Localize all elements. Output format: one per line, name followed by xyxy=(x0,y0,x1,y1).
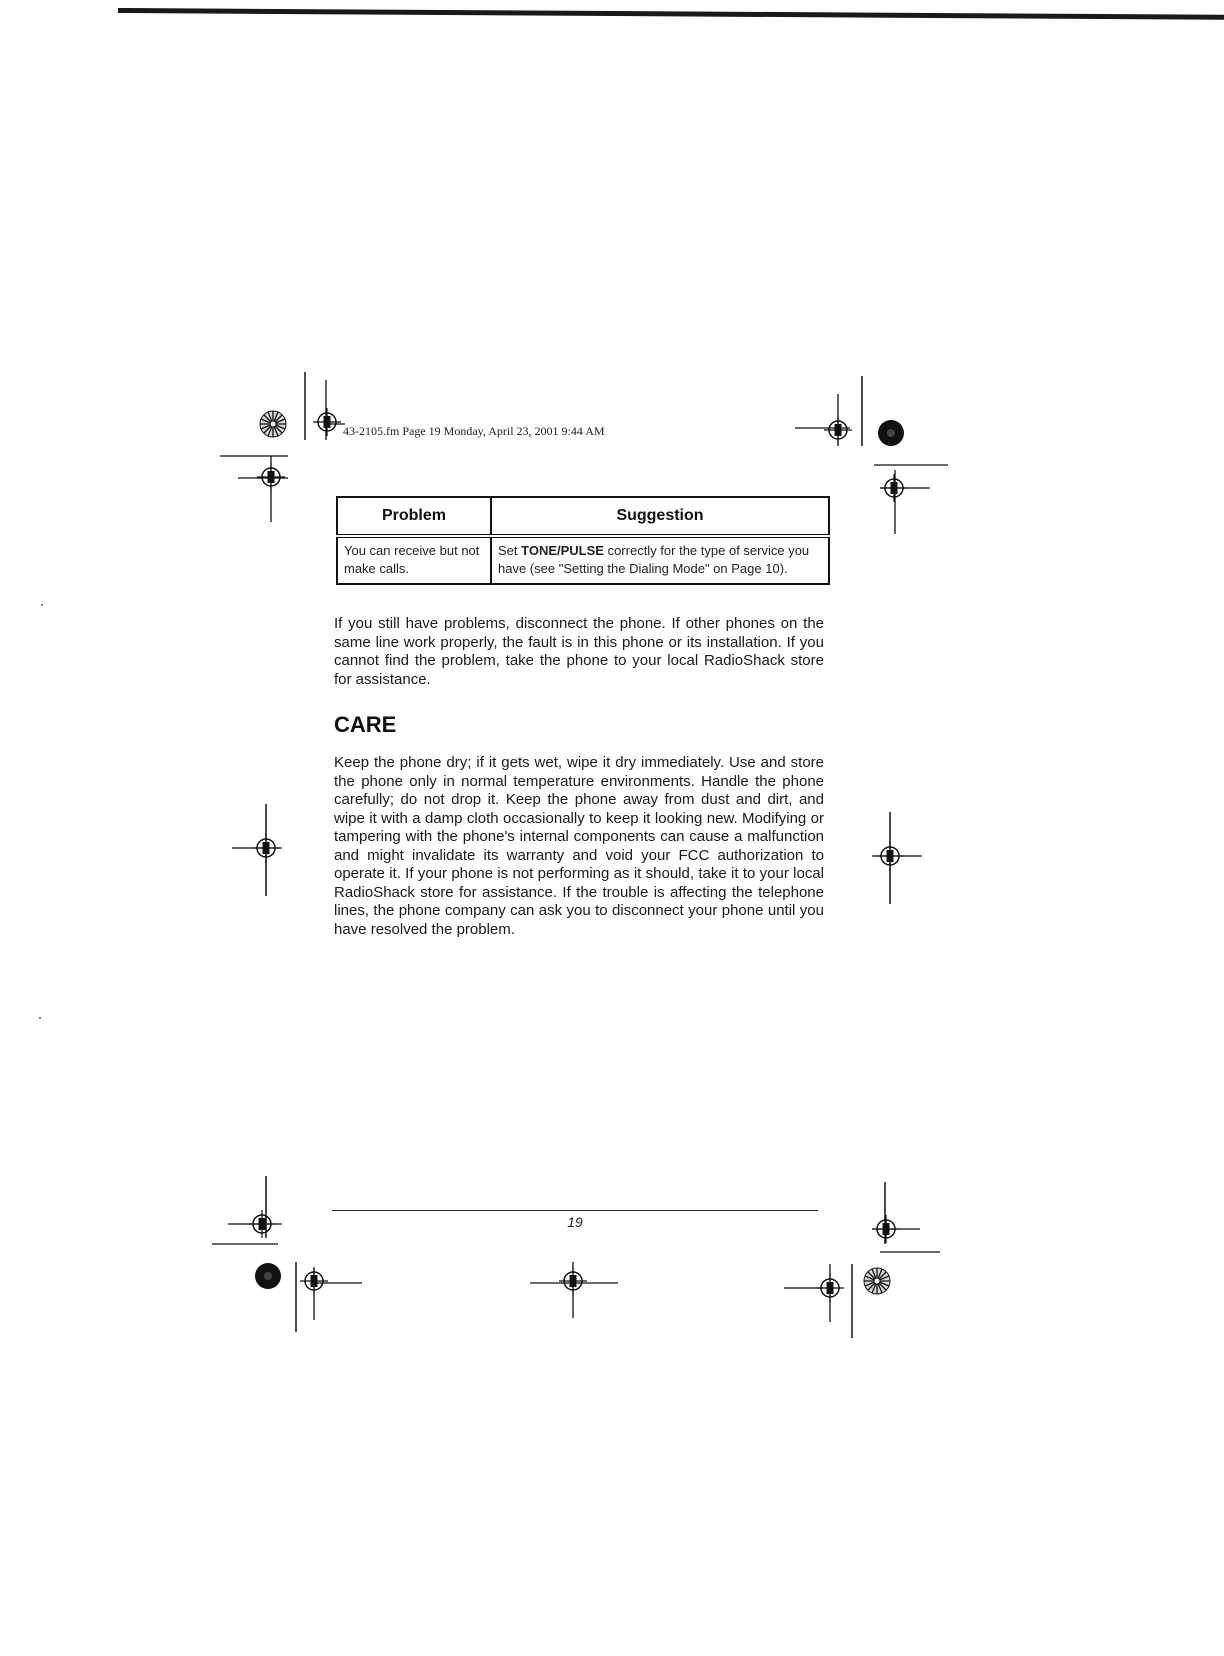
table-row xyxy=(337,536,829,584)
registration-mark-icon xyxy=(872,1215,900,1243)
suggestion-cell xyxy=(491,536,829,584)
scan-speck xyxy=(41,604,43,606)
solid-dot-icon xyxy=(878,420,904,446)
problem-cell: You can receive but not make calls. xyxy=(344,543,480,576)
registration-mark-icon xyxy=(248,1210,276,1238)
registration-mark-icon xyxy=(252,834,280,862)
body-paragraph: If you still have problems, disconnect the phone. If other phones on the same line work properly, the fault is in this phone or its installation. If you cannot find the problem, take the phone to your local RadioShack store for assistance. xyxy=(334,615,824,688)
registration-mark-icon xyxy=(313,408,341,436)
starburst-icon xyxy=(864,1268,890,1294)
registration-mark-icon xyxy=(300,1267,328,1295)
file-slug-header: 43-2105.fm Page 19 Monday, April 23, 2001 9:44 AM xyxy=(343,424,605,438)
registration-mark-icon xyxy=(257,463,285,491)
suggestion-control-name: TONE/PULSE xyxy=(521,543,604,558)
registration-mark-icon xyxy=(824,416,852,444)
page-number: 19 xyxy=(567,1214,583,1230)
troubleshooting-table xyxy=(336,496,830,585)
solid-dot-icon xyxy=(255,1263,281,1289)
registration-mark-icon xyxy=(816,1274,844,1302)
scan-speck xyxy=(39,1017,41,1019)
footer-rule xyxy=(332,1210,818,1211)
section-heading: CARE xyxy=(334,712,397,737)
column-header-problem: Problem xyxy=(337,497,491,536)
registration-mark-icon xyxy=(876,842,904,870)
body-paragraph: Keep the phone dry; if it gets wet, wipe it dry immediately. Use and store the phone only in normal temperature environments. Handle the phone carefully; do not drop it. Keep the phone away from dust and dirt, and wipe it with a damp cloth occasionally to keep it looking new. Modifying or tampering with the phone's internal components can cause a malfunction and might invalidate its warranty and void your FCC authorization to operate it. If your phone is not performing as it should, take it to your local RadioShack store for assistance. If the trouble is affecting the telephone lines, the phone company can ask you to disconnect your phone until you have resolved the problem. xyxy=(334,754,824,938)
suggestion-text: Set xyxy=(498,543,522,558)
column-header-suggestion: Suggestion xyxy=(491,497,829,536)
table-header-row xyxy=(337,497,829,536)
registration-mark-icon xyxy=(559,1267,587,1295)
suggestion-text: correctly for the type of service you have (see "Setting the Dialing Mode" on Page 10). xyxy=(498,543,810,576)
starburst-icon xyxy=(260,411,286,437)
registration-mark-icon xyxy=(880,474,908,502)
